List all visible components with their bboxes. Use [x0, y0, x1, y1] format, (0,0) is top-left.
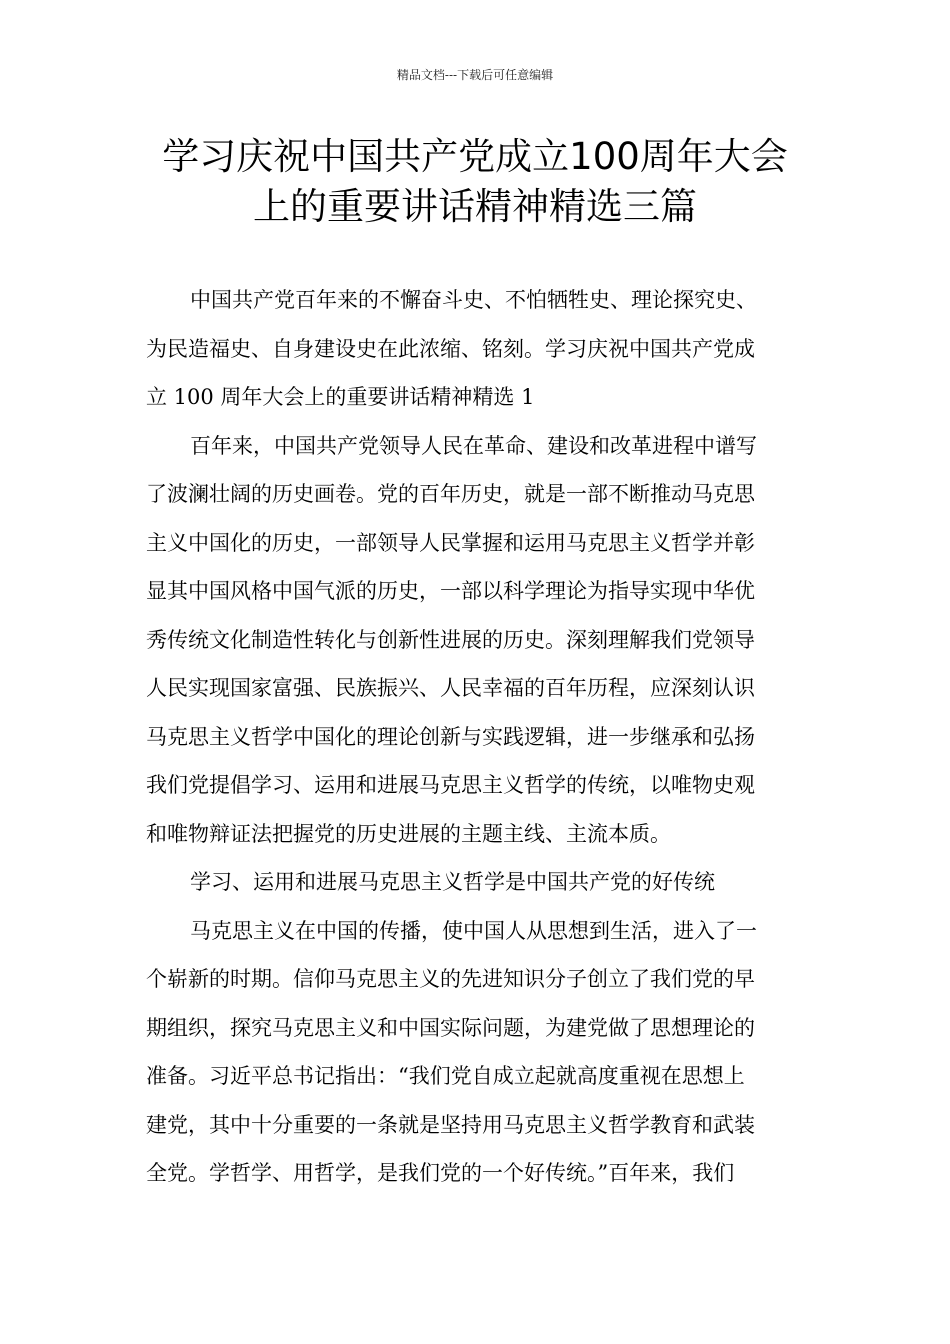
- paragraph-line: 中国共产党百年来的不懈奋斗史、不怕牺牲史、理论探究史、: [190, 288, 757, 312]
- paragraph-line: 建党，其中十分重要的一条就是坚持用马克思主义哲学教育和武装: [146, 1112, 755, 1137]
- paragraph-line: 了波澜壮阔的历史画卷。党的百年历史，就是一部不断推动马克思: [146, 482, 755, 506]
- paragraph-line: 期组织，探究马克思主义和中国实际问题，为建党做了思想理论的: [146, 1015, 755, 1040]
- title-line: 学习庆祝中国共产党成立100周年大会: [162, 135, 788, 178]
- paragraph-line: 我们党提倡学习、运用和进展马克思主义哲学的传统，以唯物史观: [146, 773, 755, 797]
- paragraph-line: 全党。学哲学、用哲学，是我们党的一个好传统。”百年来，我们: [146, 1161, 735, 1185]
- document-title: [100, 132, 850, 232]
- paragraph-line: 立 100 周年大会上的重要讲话精神精选 1: [146, 385, 535, 409]
- document-body: [146, 276, 806, 1198]
- paragraph-line: 主义中国化的历史，一部领导人民掌握和运用马克思主义哲学并彰: [146, 530, 755, 555]
- section-heading: 学习、运用和进展马克思主义哲学是中国共产党的好传统: [190, 870, 715, 894]
- paragraph-line: 马克思主义哲学中国化的理论创新与实践逻辑，进一步继承和弘扬: [146, 724, 755, 749]
- paragraph-line: 和唯物辩证法把握党的历史进展的主题主线、主流本质。: [146, 821, 671, 846]
- paragraph-line: 人民实现国家富强、民族振兴、人民幸福的百年历程，应深刻认识: [146, 676, 755, 700]
- paragraph-line: 准备。习近平总书记指出：“我们党自成立起就高度重视在思想上: [146, 1064, 745, 1088]
- paragraph-line: 马克思主义在中国的传播，使中国人从思想到生活，进入了一: [190, 918, 757, 943]
- paragraph-line: 秀传统文化制造性转化与创新性进展的历史。深刻理解我们党领导: [146, 627, 755, 652]
- title-line: 上的重要讲话精神精选三篇: [253, 185, 697, 228]
- paragraph-line: 为民造福史、自身建设史在此浓缩、铭刻。学习庆祝中国共产党成: [146, 336, 755, 361]
- paragraph-line: 百年来，中国共产党领导人民在革命、建设和改革进程中谱写: [190, 433, 757, 458]
- header-note: 精品文档---下载后可任意编辑: [396, 68, 554, 82]
- paragraph-line: 个崭新的时期。信仰马克思主义的先进知识分子创立了我们党的早: [146, 967, 755, 991]
- paragraph-line: 显其中国风格中国气派的历史，一部以科学理论为指导实现中华优: [146, 579, 755, 603]
